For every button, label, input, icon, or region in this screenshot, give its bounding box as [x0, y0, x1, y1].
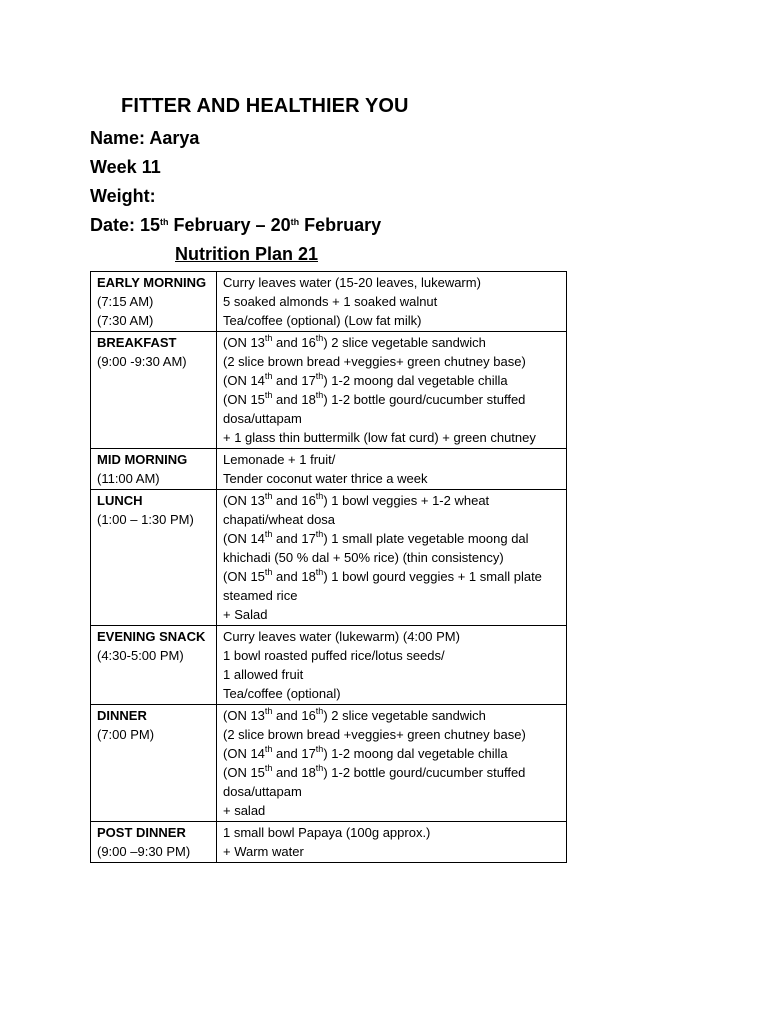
document-title: FITTER AND HEALTHIER YOU	[121, 95, 409, 117]
meal-item-line: (2 slice brown bread +veggies+ green chutney base)	[223, 727, 526, 742]
ordinal-suffix: th	[315, 706, 324, 716]
ordinal-suffix: th	[315, 390, 324, 400]
ordinal-suffix: th	[315, 333, 324, 343]
meal-item-line: (ON 14th and 17th) 1-2 moong dal vegetable chilla	[223, 744, 508, 761]
meal-item-line: Curry leaves water (15-20 leaves, lukewarm)	[223, 275, 481, 290]
meal-name: MID MORNING	[97, 452, 188, 467]
meal-item-line: + Salad	[223, 607, 268, 622]
ordinal-suffix: th	[315, 744, 324, 754]
week-label: Week 11	[90, 157, 161, 177]
ordinal-suffix: th	[264, 333, 273, 343]
weight-label: Weight:	[90, 186, 156, 206]
meal-item-line: 1 bowl roasted puffed rice/lotus seeds/	[223, 648, 445, 663]
meal-item-line: + salad	[223, 803, 266, 818]
meal-items-cell	[217, 272, 567, 332]
meal-item-line: Curry leaves water (lukewarm) (4:00 PM)	[223, 629, 460, 644]
meal-row	[91, 626, 567, 705]
meal-name: BREAKFAST	[97, 335, 177, 350]
meal-row	[91, 272, 567, 332]
meal-item-line: + 1 glass thin buttermilk (low fat curd) + green chutney	[223, 430, 536, 445]
meal-row	[91, 822, 567, 863]
ordinal-suffix: th	[315, 763, 324, 773]
ordinal-suffix: th	[315, 491, 324, 501]
meal-item-line: chapati/wheat dosa	[223, 512, 336, 527]
meal-item-line: + Warm water	[223, 844, 304, 859]
meal-row	[91, 490, 567, 626]
meal-item-line: 5 soaked almonds + 1 soaked walnut	[223, 294, 438, 309]
meal-items-cell	[217, 822, 567, 863]
plan-title: Nutrition Plan 21	[175, 244, 319, 264]
meal-item-line: (ON 14th and 17th) 1-2 moong dal vegetable chilla	[223, 371, 508, 388]
meal-items-cell	[217, 626, 567, 705]
ordinal-suffix: th	[264, 706, 273, 716]
client-name: Name: Aarya	[90, 128, 200, 148]
meal-time-cell	[91, 272, 217, 332]
meal-time: (7:30 AM)	[97, 313, 154, 328]
meal-time-cell	[91, 626, 217, 705]
meal-time: (9:00 -9:30 AM)	[97, 354, 187, 369]
meal-item-line: 1 small bowl Papaya (100g approx.)	[223, 825, 431, 840]
ordinal-suffix: th	[315, 371, 324, 381]
meal-name: POST DINNER	[97, 825, 186, 840]
meal-time-cell	[91, 822, 217, 863]
ordinal-suffix: th	[264, 491, 273, 501]
meal-item-line: Tea/coffee (optional)	[223, 686, 341, 701]
meal-time: (7:15 AM)	[97, 294, 154, 309]
nutrition-table	[90, 271, 567, 863]
meal-item-line: khichadi (50 % dal + 50% rice) (thin consistency)	[223, 550, 504, 565]
meal-item-line: Tender coconut water thrice a week	[223, 471, 428, 486]
date-range	[90, 215, 381, 236]
meal-item-line: (ON 13th and 16th) 2 slice vegetable sandwich	[223, 706, 486, 723]
date-suffix-2: th	[290, 217, 300, 227]
ordinal-suffix: th	[264, 744, 273, 754]
meal-item-line: Lemonade + 1 fruit/	[223, 452, 336, 467]
ordinal-suffix: th	[264, 371, 273, 381]
meal-row	[91, 449, 567, 490]
meal-time: (9:00 –9:30 PM)	[97, 844, 191, 859]
ordinal-suffix: th	[264, 763, 273, 773]
meal-name: DINNER	[97, 708, 147, 723]
meal-time-cell	[91, 332, 217, 449]
meal-name: LUNCH	[97, 493, 143, 508]
date-prefix: Date: 15	[90, 215, 161, 235]
date-middle: February – 20	[168, 215, 291, 235]
meal-time: (11:00 AM)	[97, 471, 160, 486]
meal-row	[91, 332, 567, 449]
meal-items-cell	[217, 705, 567, 822]
ordinal-suffix: th	[264, 390, 273, 400]
meal-item-line: (ON 13th and 16th) 1 bowl veggies + 1-2 wheat	[223, 491, 490, 508]
meal-time: (1:00 – 1:30 PM)	[97, 512, 194, 527]
meal-item-line: (ON 13th and 16th) 2 slice vegetable sandwich	[223, 333, 486, 350]
nutrition-table-body	[91, 272, 567, 863]
date-end: February	[299, 215, 382, 235]
meal-time-cell	[91, 449, 217, 490]
meal-item-line: dosa/uttapam	[223, 784, 302, 799]
date-suffix-1: th	[160, 217, 169, 227]
ordinal-suffix: th	[264, 567, 273, 577]
ordinal-suffix: th	[315, 567, 324, 577]
meal-item-line: (ON 15th and 18th) 1 bowl gourd veggies + 1 small plate	[223, 567, 542, 584]
meal-item-line: (2 slice brown bread +veggies+ green chutney base)	[223, 354, 526, 369]
meal-name: EVENING SNACK	[97, 629, 206, 644]
meal-item-line: 1 allowed fruit	[223, 667, 304, 682]
meal-item-line: (ON 14th and 17th) 1 small plate vegetable moong dal	[223, 529, 529, 546]
meal-item-line: dosa/uttapam	[223, 411, 302, 426]
meal-item-line: steamed rice	[223, 588, 298, 603]
meal-time: (7:00 PM)	[97, 727, 155, 742]
meal-items-cell	[217, 449, 567, 490]
meal-items-cell	[217, 490, 567, 626]
meal-item-line: (ON 15th and 18th) 1-2 bottle gourd/cucumber stuffed	[223, 763, 526, 780]
meal-row	[91, 705, 567, 822]
ordinal-suffix: th	[264, 529, 273, 539]
meal-item-line: (ON 15th and 18th) 1-2 bottle gourd/cucumber stuffed	[223, 390, 526, 407]
meal-time: (4:30-5:00 PM)	[97, 648, 184, 663]
meal-time-cell	[91, 705, 217, 822]
meal-name: EARLY MORNING	[97, 275, 207, 290]
meal-time-cell	[91, 490, 217, 626]
meal-items-cell	[217, 332, 567, 449]
meal-item-line: Tea/coffee (optional) (Low fat milk)	[223, 313, 422, 328]
ordinal-suffix: th	[315, 529, 324, 539]
